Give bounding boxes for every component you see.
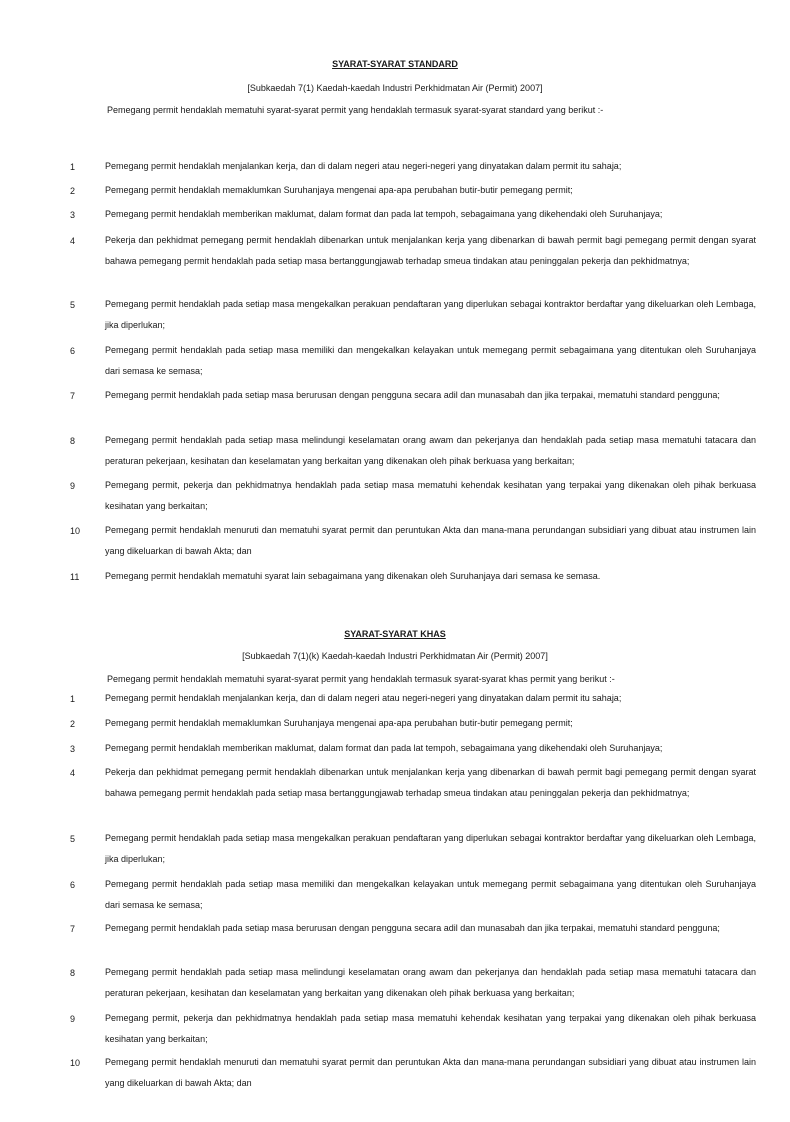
item-text: Pemegang permit hendaklah pada setiap masa memiliki dan mengekalkan kelayakan untuk memegang permit sebagaimana yang ditentukan oleh Suruhanjaya dari semasa ke semasa; bbox=[105, 345, 756, 376]
item-text: Pemegang permit hendaklah mematuhi syarat lain sebagaimana yang dikenakan oleh Suruhanjaya dari semasa ke semasa. bbox=[105, 571, 601, 581]
item-number: 4 bbox=[70, 236, 76, 246]
item-text: Pemegang permit hendaklah pada setiap masa berurusan dengan pengguna secara adil dan munasabah dan jika terpakai, mematuhi standard pengguna; bbox=[105, 390, 720, 400]
khas-subtitle: [Subkaedah 7(1)(k) Kaedah-kaedah Industri Perkhidmatan Air (Permit) 2007] bbox=[242, 651, 548, 661]
item-number: 7 bbox=[70, 391, 76, 401]
item-number: 9 bbox=[70, 481, 76, 491]
item-text: Pemegang permit hendaklah menjalankan kerja, dan di dalam negeri atau negeri-negeri yang dinyatakan dalam permit itu sahaja; bbox=[105, 693, 622, 703]
item-text: Pemegang permit hendaklah memberikan maklumat, dalam format dan pada lat tempoh, sebagaimana yang dikehendaki oleh Suruhanjaya; bbox=[105, 209, 663, 219]
item-text: Pemegang permit hendaklah memaklumkan Suruhanjaya mengenai apa-apa perubahan butir-butir pemegang permit; bbox=[105, 185, 573, 195]
item-text: Pemegang permit hendaklah menjalankan kerja, dan di dalam negeri atau negeri-negeri yang dinyatakan dalam permit itu sahaja; bbox=[105, 161, 622, 171]
item-number: 7 bbox=[70, 924, 76, 934]
item-number: 2 bbox=[70, 186, 76, 196]
standard-intro: Pemegang permit hendaklah mematuhi syarat-syarat permit yang hendaklah termasuk syarat-syarat standard yang berikut :- bbox=[107, 105, 604, 115]
item-number: 8 bbox=[70, 968, 76, 978]
item-number: 10 bbox=[70, 526, 81, 536]
item-text: Pemegang permit hendaklah pada setiap masa berurusan dengan pengguna secara adil dan munasabah dan jika terpakai, mematuhi standard pengguna; bbox=[105, 923, 720, 933]
item-number: 11 bbox=[70, 572, 80, 582]
item-number: 4 bbox=[70, 768, 76, 778]
khas-intro: Pemegang permit hendaklah mematuhi syarat-syarat permit yang hendaklah termasuk syarat-syarat khas permit yang berikut :- bbox=[107, 674, 615, 684]
item-number: 6 bbox=[70, 880, 76, 890]
item-text: Pemegang permit, pekerja dan pekhidmatnya hendaklah pada setiap masa mematuhi kehendak kesihatan yang terpakai yang dikenakan oleh pihak berkuasa kesihatan yang berkaitan; bbox=[105, 480, 756, 511]
item-number: 1 bbox=[70, 162, 76, 172]
standard-title: SYARAT-SYARAT STANDARD bbox=[332, 59, 458, 69]
item-text: Pemegang permit hendaklah memberikan maklumat, dalam format dan pada lat tempoh, sebagaimana yang dikehendaki oleh Suruhanjaya; bbox=[105, 743, 663, 753]
khas-title: SYARAT-SYARAT KHAS bbox=[344, 629, 446, 639]
item-text: Pemegang permit hendaklah pada setiap masa mengekalkan perakuan pendaftaran yang diperlukan sebagai kontraktor berdaftar yang dikeluarkan oleh Lembaga, jika diperlukan; bbox=[105, 833, 756, 864]
item-text: Pemegang permit hendaklah pada setiap masa melindungi keselamatan orang awam dan pekerjanya dan hendaklah pada setiap masa mematuhi tatacara dan peraturan pekerjaan, kesihatan dan keselamatan yang berkaitan yang dikenakan oleh pihak berkuasa yang berkaitan; bbox=[105, 435, 756, 466]
item-number: 5 bbox=[70, 834, 76, 844]
item-number: 3 bbox=[70, 744, 76, 754]
item-number: 9 bbox=[70, 1014, 76, 1024]
item-text: Pemegang permit hendaklah pada setiap masa melindungi keselamatan orang awam dan pekerjanya dan hendaklah pada setiap masa mematuhi tatacara dan peraturan pekerjaan, kesihatan dan keselamatan yang berkaitan yang dikenakan oleh pihak berkuasa yang berkaitan; bbox=[105, 967, 756, 998]
item-number: 6 bbox=[70, 346, 76, 356]
item-text: Pekerja dan pekhidmat pemegang permit hendaklah dibenarkan untuk menjalankan kerja yang dibenarkan di bawah permit bagi pemegang permit dengan syarat bahawa pemegang permit hendaklah pada setiap masa bertanggungjawab terhadap smeua tindakan atau peninggalan pekerja dan pekhidmatnya; bbox=[105, 767, 756, 798]
item-text: Pemegang permit hendaklah pada setiap masa mengekalkan perakuan pendaftaran yang diperlukan sebagai kontraktor berdaftar yang dikeluarkan oleh Lembaga, jika diperlukan; bbox=[105, 299, 756, 330]
item-number: 3 bbox=[70, 210, 76, 220]
item-text: Pemegang permit hendaklah menuruti dan mematuhi syarat permit dan peruntukan Akta dan mana-mana perundangan subsidiari yang dibuat atau instrumen lain yang dikeluarkan di bawah Akta; dan bbox=[105, 525, 756, 556]
item-number: 10 bbox=[70, 1058, 81, 1068]
item-text: Pemegang permit hendaklah pada setiap masa memiliki dan mengekalkan kelayakan untuk memegang permit sebagaimana yang ditentukan oleh Suruhanjaya dari semasa ke semasa; bbox=[105, 879, 756, 910]
item-number: 1 bbox=[70, 694, 76, 704]
item-text: Pemegang permit, pekerja dan pekhidmatnya hendaklah pada setiap masa mematuhi kehendak kesihatan yang terpakai yang dikenakan oleh pihak berkuasa kesihatan yang berkaitan; bbox=[105, 1013, 756, 1044]
item-text: Pemegang permit hendaklah memaklumkan Suruhanjaya mengenai apa-apa perubahan butir-butir pemegang permit; bbox=[105, 718, 573, 728]
item-number: 2 bbox=[70, 719, 76, 729]
item-text: Pekerja dan pekhidmat pemegang permit hendaklah dibenarkan untuk menjalankan kerja yang dibenarkan di bawah permit bagi pemegang permit dengan syarat bahawa pemegang permit hendaklah pada setiap masa bertanggungjawab terhadap smeua tindakan atau peninggalan pekerja dan pekhidmatnya; bbox=[105, 235, 756, 266]
standard-subtitle: [Subkaedah 7(1) Kaedah-kaedah Industri Perkhidmatan Air (Permit) 2007] bbox=[247, 83, 543, 93]
item-text: Pemegang permit hendaklah menuruti dan mematuhi syarat permit dan peruntukan Akta dan mana-mana perundangan subsidiari yang dibuat atau instrumen lain yang dikeluarkan di bawah Akta; dan bbox=[105, 1057, 756, 1088]
item-number: 5 bbox=[70, 300, 76, 310]
item-number: 8 bbox=[70, 436, 76, 446]
